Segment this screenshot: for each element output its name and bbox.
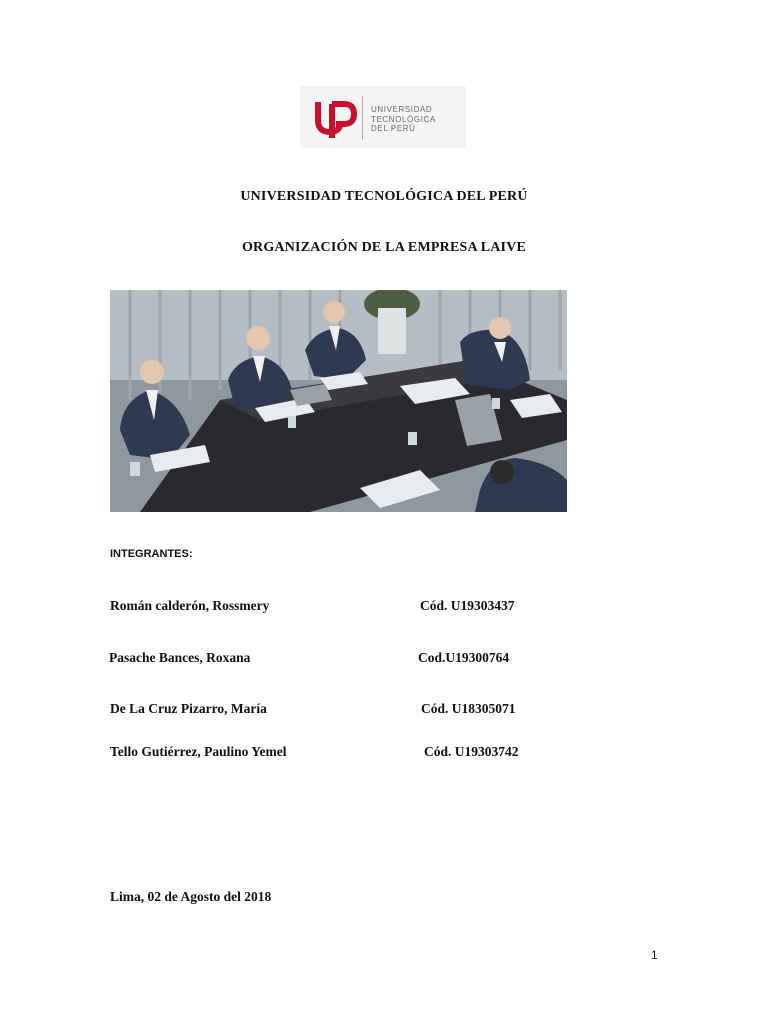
logo-line-1: UNIVERSIDAD	[371, 105, 433, 114]
logo-line-2: TECNOLÓGICA	[371, 114, 436, 124]
place-date: Lima, 02 de Agosto del 2018	[110, 889, 272, 904]
university-logo	[300, 86, 466, 148]
document-title: ORGANIZACIÓN DE LA EMPRESA LAIVE	[241, 240, 527, 255]
logo-divider	[362, 96, 363, 140]
member-code: Cod.U19300764	[418, 650, 510, 665]
member-code: Cód. U19303742	[424, 744, 519, 759]
member-code: Cód. U19303437	[420, 598, 515, 613]
member-name: Pasache Bances, Roxana	[109, 650, 251, 665]
member-name: Tello Gutiérrez, Paulino Yemel	[110, 744, 287, 759]
members-heading: INTEGRANTES:	[110, 548, 193, 560]
logo-line-3: DEL PERÚ	[371, 124, 416, 133]
member-name: De La Cruz Pizarro, María	[110, 701, 267, 716]
logo-wordmark	[371, 105, 436, 134]
member-code: Cód. U18305071	[421, 701, 516, 716]
meeting-photo	[110, 290, 567, 512]
page-number: 1	[651, 948, 658, 962]
utp-logo-mark-icon	[314, 94, 358, 140]
member-name: Román calderón, Rossmery	[110, 598, 270, 613]
university-title: UNIVERSIDAD TECNOLÓGICA DEL PERÚ	[240, 189, 528, 204]
